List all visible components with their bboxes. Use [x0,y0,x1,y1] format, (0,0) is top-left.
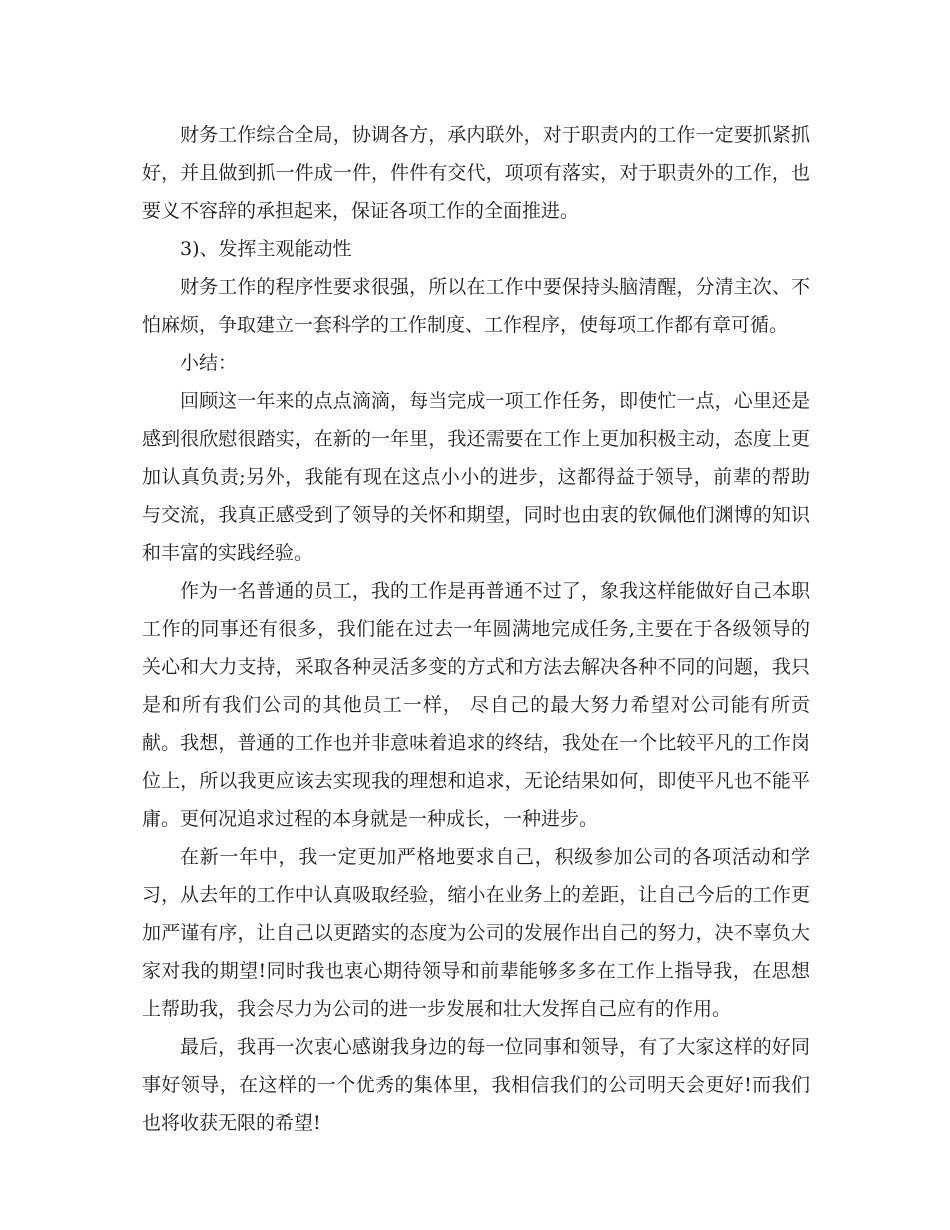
paragraph-procedures: 财务工作的程序性要求很强，所以在工作中要保持头脑清醒，分清主次、不怕麻烦，争取建立一套科学的工作制度、工作程序，使每项工作都有章可循。 [142,276,810,336]
document-body [142,116,810,1142]
paragraph-duties: 财务工作综合全局，协调各方，承内联外，对于职责内的工作一定要抓紧抓好，并且做到抓一件成一件，件件有交代，项项有落实，对于职责外的工作，也要义不容辞的承担起来，保证各项工作的全面推进。 [142,124,810,222]
section-heading-initiative: 3)、发挥主观能动性 [180,238,352,260]
paragraph-ordinary-employee: 作为一名普通的员工，我的工作是再普通不过了，象我这样能做好自己本职工作的同事还有很多，我们能在过去一年圆满地完成任务,主要在于各级领导的关心和大力支持，采取各种灵活多变的方式和方法去解决各种不同的问题，我只是和所有我们公司的其他员工一样， 尽自己的最大努力希望对公司能有所贡献。我想，普通的工作也并非意味着追求的终结，我处在一个比较平凡的工作岗位上，所以我更应该去实现我的理想和追求，无论结果如何，即使平凡也不能平庸。更何况追求过程的本身就是一种成长，一种进步。 [142,580,810,830]
paragraph-review: 回顾这一年来的点点滴滴，每当完成一项工作任务，即使忙一点，心里还是感到很欣慰很踏实，在新的一年里，我还需要在工作上更加积极主动，态度上更加认真负责;另外，我能有现在这点小小的进步，这都得益于领导，前辈的帮助与交流，我真正感受到了领导的关怀和期望，同时也由衷的钦佩他们渊博的知识和丰富的实践经验。 [142,390,810,564]
section-heading-summary: 小结： [180,352,238,374]
paragraph-new-year: 在新一年中，我一定更加严格地要求自己，积级参加公司的各项活动和学习，从去年的工作中认真吸取经验，缩小在业务上的差距，让自己今后的工作更加严谨有序，让自己以更踏实的态度为公司的发展作出自己的努力，决不辜负大家对我的期望!同时我也衷心期待领导和前辈能够多多在工作上指导我，在思想上帮助我，我会尽力为公司的进一步发展和壮大发挥自己应有的作用。 [142,846,810,1020]
paragraph-closing: 最后，我再一次衷心感谢我身边的每一位同事和领导，有了大家这样的好同事好领导，在这样的一个优秀的集体里，我相信我们的公司明天会更好!而我们也将收获无限的希望! [142,1036,810,1134]
